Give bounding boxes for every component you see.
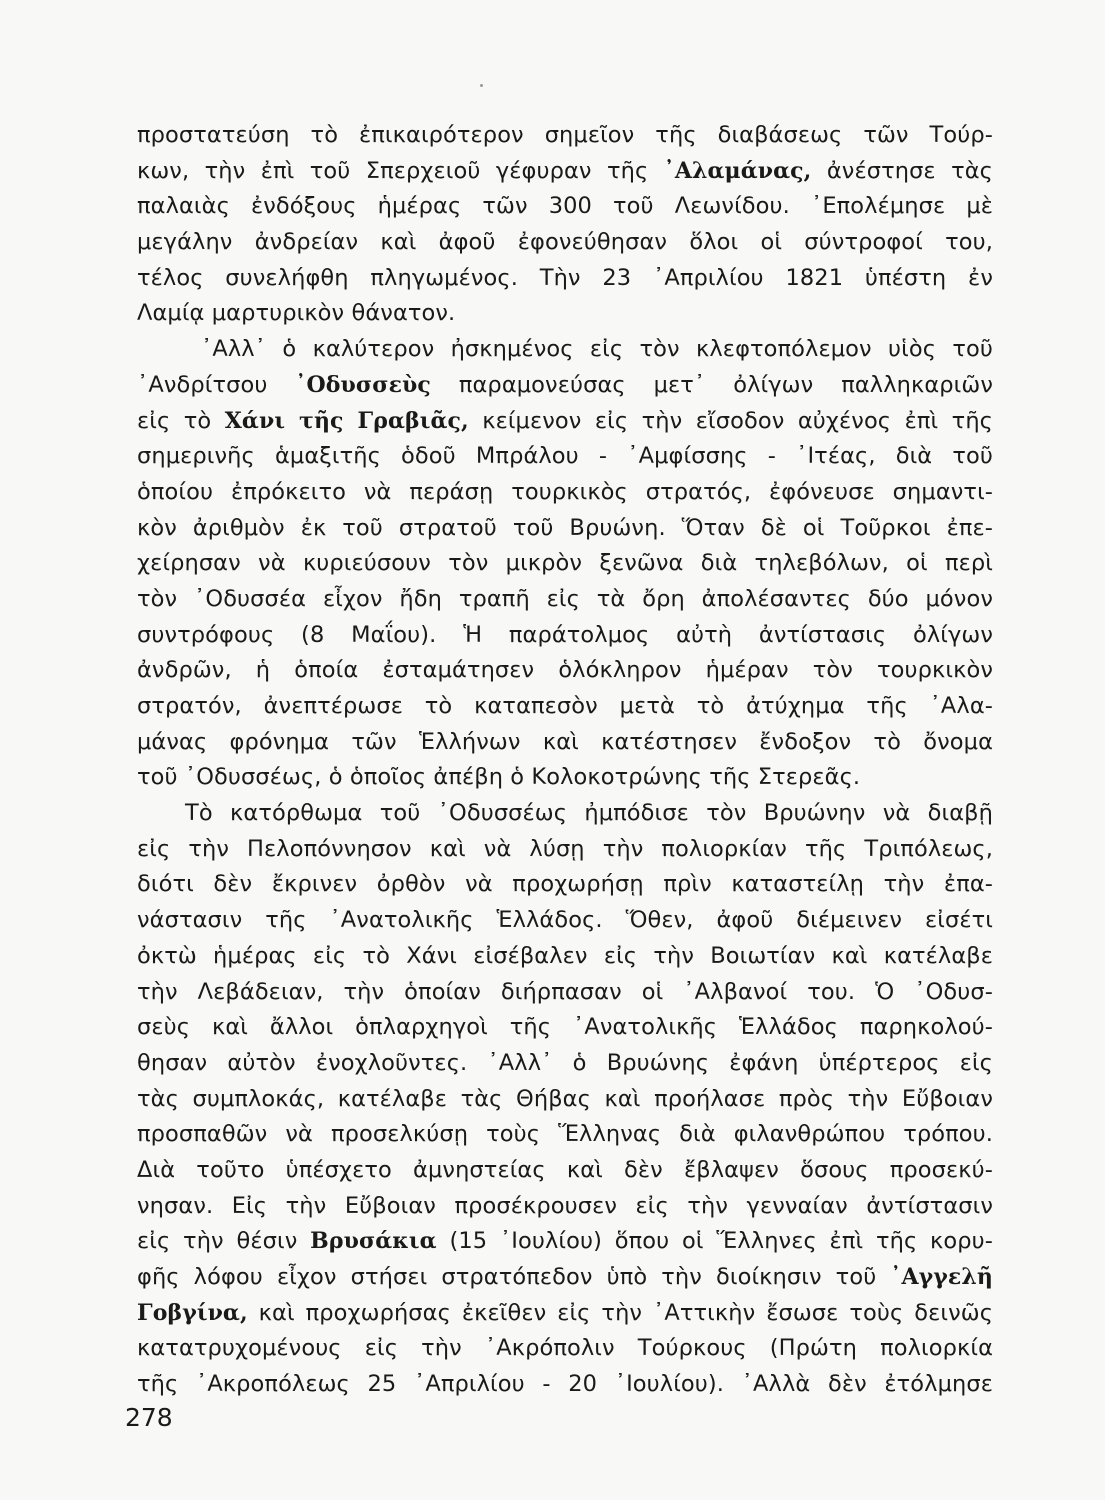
text-segment: τέλος συνελήφθη πληγωμένος. Τὴν 23 ᾿Απριλίου 1821 ὑπέστη ἐν xyxy=(137,264,993,291)
text-segment: σημερινῆς ἁμαξιτῆς ὁδοῦ Μπράλου - ᾿Αμφίσσης - ᾿Ιτέας, διὰ τοῦ xyxy=(137,443,993,470)
text-line xyxy=(137,1082,993,1118)
text-segment: συντρόφους (8 Μαΐου). Ἡ παράτολμος αὐτὴ ἀντίστασις ὀλίγων xyxy=(137,621,993,648)
text-segment: ᾿Ανδρίτσου xyxy=(137,371,296,398)
text-segment: νησαν. Εἰς τὴν Εὔβοιαν προσέκρουσεν εἰς τὴν γενναίαν ἀντίστασιν xyxy=(137,1192,993,1219)
text-segment: Λαμίᾳ μαρτυρικὸν θάνατον. xyxy=(137,300,456,327)
text-line xyxy=(137,1224,993,1260)
text-line xyxy=(137,475,993,511)
text-line xyxy=(137,1010,993,1046)
text-segment: Τὸ κατόρθωμα τοῦ ᾿Οδυσσέως ἠμπόδισε τὸν Βρυώνην νὰ διαβῇ xyxy=(185,800,993,827)
text-segment: εἰς τὴν θέσιν xyxy=(137,1228,311,1255)
text-line xyxy=(137,1117,993,1153)
text-segment: κείμενον εἰς τὴν εἴσοδον αὐχένος ἐπὶ τῆς xyxy=(468,407,993,434)
text-segment: προστατεύση τὸ ἐπικαιρότερον σημεῖον τῆς διαβάσεως τῶν Τούρ- xyxy=(137,122,993,148)
text-line xyxy=(137,189,993,225)
text-segment: εἰς τὸ xyxy=(137,407,225,434)
text-line xyxy=(137,404,993,440)
text-line xyxy=(137,1296,993,1332)
text-line xyxy=(137,439,993,475)
text-line xyxy=(137,939,993,975)
text-line xyxy=(137,154,993,190)
text-segment: μεγάλην ἀνδρείαν καὶ ἀφοῦ ἐφονεύθησαν ὅλοι οἱ σύντροφοί του, xyxy=(137,229,993,256)
text-segment: ᾿Αλλ᾿ ὁ καλύτερον ἠσκημένος εἰς τὸν κλεφτοπόλεμον υἱὸς τοῦ xyxy=(201,336,993,363)
text-line xyxy=(137,867,993,903)
text-line xyxy=(137,546,993,582)
text-segment: στρατόν, ἀνεπτέρωσε τὸ καταπεσὸν μετὰ τὸ ἀτύχημα τῆς ᾿Αλα- xyxy=(137,693,993,719)
text-segment: καὶ προχωρήσας ἐκεῖθεν εἰς τὴν ᾿Αττικὴν ἔσωσε τοὺς δεινῶς xyxy=(247,1299,993,1326)
text-line xyxy=(137,368,993,404)
bold-term: Χάνι τῆς Γραβιᾶς, xyxy=(224,407,469,434)
bold-term: ᾿Αλαμάνας, xyxy=(663,157,812,184)
text-segment: διότι δὲν ἔκρινεν ὀρθὸν νὰ προχωρήσῃ πρὶν καταστείλῃ τὴν ἐπα- xyxy=(137,871,993,898)
text-segment: φῆς λόφου εἶχον στήσει στρατόπεδον ὑπὸ τὴν διοίκησιν τοῦ xyxy=(137,1264,891,1290)
page-number: 278 xyxy=(125,1403,173,1432)
text-line xyxy=(137,296,993,332)
text-line xyxy=(137,118,993,154)
text-line xyxy=(137,618,993,654)
text-segment: τῆς ᾿Ακροπόλεως 25 ᾿Απριλίου - 20 ᾿Ιουλίου). ᾿Αλλὰ δὲν ἐτόλμησε xyxy=(137,1371,993,1398)
text-segment: ἀνέστησε τὰς xyxy=(811,157,993,184)
text-line xyxy=(137,511,993,547)
bold-term: ᾿Οδυσσεὺς xyxy=(295,371,431,398)
bold-term: ᾿Αγγελῆ xyxy=(890,1264,993,1290)
bold-term: Βρυσάκια xyxy=(310,1228,437,1255)
text-segment: νάστασιν τῆς ᾿Ανατολικῆς Ἑλλάδος. Ὅθεν, ἀφοῦ διέμεινεν εἰσέτι xyxy=(137,907,993,934)
text-line xyxy=(137,582,993,618)
text-segment: εἰς τὴν Πελοπόννησον καὶ νὰ λύσῃ τὴν πολιορκίαν τῆς Τριπόλεως, xyxy=(137,835,993,862)
text-line xyxy=(137,1046,993,1082)
text-line xyxy=(137,903,993,939)
text-line xyxy=(137,1153,993,1189)
text-segment: τὸν ᾿Οδυσσέα εἶχον ἤδη τραπῆ εἰς τὰ ὄρη ἀπολέσαντες δύο μόνον xyxy=(137,585,993,612)
text-line xyxy=(137,1331,993,1367)
text-segment: κων, τὴν ἐπὶ τοῦ Σπερχειοῦ γέφυραν τῆς xyxy=(137,157,664,184)
text-line xyxy=(137,1260,993,1296)
text-line xyxy=(137,225,993,261)
text-segment: τὴν Λεβάδειαν, τὴν ὁποίαν διήρπασαν οἱ ᾿Αλβανοί του. Ὁ ᾿Οδυσ- xyxy=(137,978,993,1005)
text-segment: κὸν ἀριθμὸν ἐκ τοῦ στρατοῦ τοῦ Βρυώνη. Ὅταν δὲ οἱ Τοῦρκοι ἐπε- xyxy=(137,514,993,541)
text-segment: ἀνδρῶν, ἡ ὁποία ἐσταμάτησεν ὁλόκληρον ἡμέραν τὸν τουρκικὸν xyxy=(137,657,993,684)
text-line xyxy=(137,975,993,1011)
text-segment: (15 ᾿Ιουλίου) ὅπου οἱ Ἕλληνες ἐπὶ τῆς κορυ- xyxy=(436,1228,993,1255)
text-segment: σεὺς καὶ ἄλλοι ὁπλαρχηγοὶ τῆς ᾿Ανατολικῆς Ἑλλάδος παρηκολού- xyxy=(137,1014,993,1041)
text-segment: τοῦ ᾿Οδυσσέως, ὁ ὁποῖος ἀπέβη ὁ Κολοκοτρώνης τῆς Στερεᾶς. xyxy=(137,764,861,791)
text-line xyxy=(137,796,993,832)
text-line xyxy=(137,832,993,868)
text-segment: κατατρυχομένους εἰς τὴν ᾿Ακρόπολιν Τούρκους (Πρώτη πολιορκία xyxy=(137,1335,993,1362)
text-line xyxy=(137,653,993,689)
text-line xyxy=(137,725,993,761)
text-line xyxy=(137,760,993,796)
text-line xyxy=(137,261,993,297)
text-segment: Διὰ τοῦτο ὑπέσχετο ἀμνηστείας καὶ δὲν ἔβλαψεν ὅσους προσεκύ- xyxy=(137,1156,993,1183)
text-segment: τὰς συμπλοκάς, κατέλαβε τὰς Θήβας καὶ προήλασε πρὸς τὴν Εὔβοιαν xyxy=(137,1085,993,1112)
text-line xyxy=(137,1189,993,1225)
scan-speck xyxy=(480,84,483,87)
text-segment: μάνας φρόνημα τῶν Ἑλλήνων καὶ κατέστησεν ἔνδοξον τὸ ὄνομα xyxy=(137,728,993,755)
text-segment: προσπαθῶν νὰ προσελκύσῃ τοὺς Ἕλληνας διὰ φιλανθρώπου τρόπου. xyxy=(137,1121,993,1148)
text-line xyxy=(137,1367,993,1403)
text-segment: παραμονεύσας μετ᾿ ὀλίγων παλληκαριῶν xyxy=(430,371,993,398)
text-line xyxy=(137,332,993,368)
text-segment: ὁποίου ἐπρόκειτο νὰ περάσῃ τουρκικὸς στρατός, ἐφόνευσε σημαντι- xyxy=(137,478,993,505)
text-segment: θησαν αὐτὸν ἐνοχλοῦντες. ᾿Αλλ᾿ ὁ Βρυώνης ἐφάνη ὑπέρτερος εἰς xyxy=(137,1049,993,1076)
bold-term: Γοβγίνα, xyxy=(137,1299,248,1326)
text-segment: χείρησαν νὰ κυριεύσουν τὸν μικρὸν ξενῶνα διὰ τηλεβόλων, οἱ περὶ xyxy=(137,550,993,577)
body-text xyxy=(137,118,993,1403)
text-segment: παλαιὰς ἐνδόξους ἡμέρας τῶν 300 τοῦ Λεωνίδου. ᾿Επολέμησε μὲ xyxy=(137,193,993,220)
text-line xyxy=(137,689,993,725)
text-segment: ὀκτὼ ἡμέρας εἰς τὸ Χάνι εἰσέβαλεν εἰς τὴν Βοιωτίαν καὶ κατέλαβε xyxy=(137,942,993,969)
